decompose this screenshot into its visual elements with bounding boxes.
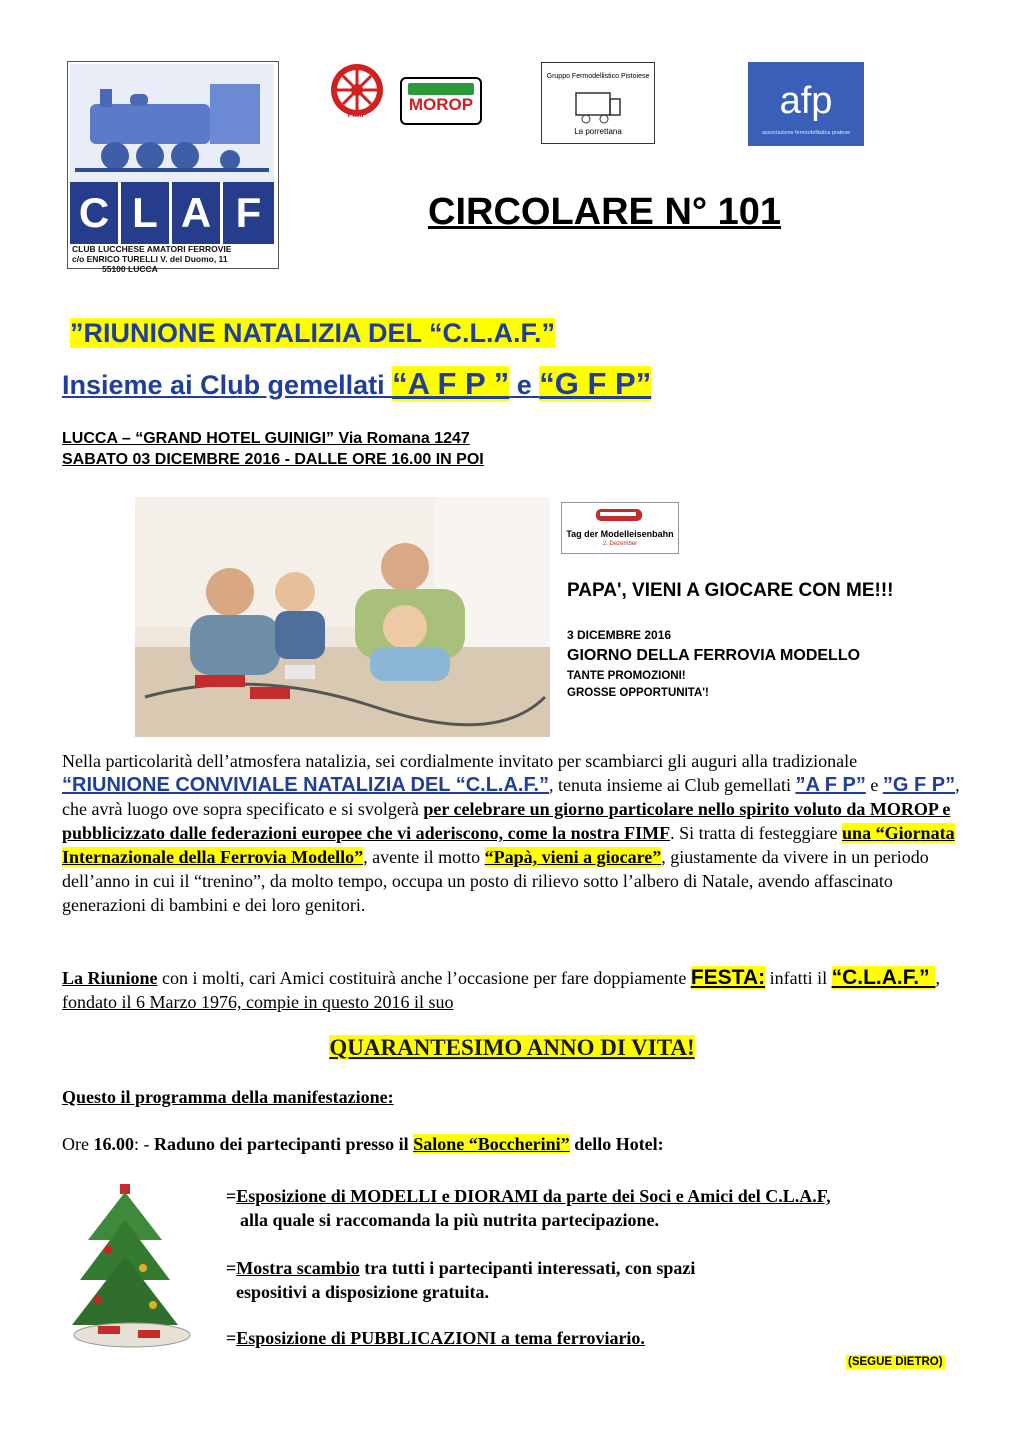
train-icon <box>594 505 646 527</box>
body-paragraph-festa: La Riunione con i molti, cari Amici costituirà anche l’occasione per fare doppiamente FESTA: infatti il “C.L.A.F.” , fondato il 6 Marzo 1976, compie in questo 2016 il suo <box>62 966 940 1012</box>
claf-letter: A <box>172 182 220 244</box>
ad-title: PAPA', VIENI A GIOCARE CON ME!!! <box>567 580 894 601</box>
claf-address: CLUB LUCCHESE AMATORI FERROVIE c/o ENRICO TURELLI V. del Duomo, 11 55100 LUCCA <box>72 244 232 274</box>
program-title: Questo il programma della manifestazione: <box>62 1087 394 1107</box>
fimf-logo: FIMF <box>318 62 396 122</box>
morop-logo: MOROP <box>400 77 482 125</box>
family-photo <box>135 497 550 737</box>
program-item-modelli: =Esposizione di MODELLI e DIORAMI da parte dei Soci e Amici del C.L.A.F, alla quale si raccomanda la più nutrita partecipazione. <box>226 1186 831 1230</box>
event-location: LUCCA – “GRAND HOTEL GUINIGI” Via Romana 1247 SABATO 03 DICEMBRE 2016 - DALLE ORE 16.00 IN POI <box>62 430 484 468</box>
claf-logo <box>67 61 279 274</box>
continue-on-back-note: (SEGUE DIETRO) <box>848 1356 943 1368</box>
program-item-pubblicazioni: =Esposizione di PUBBLICAZIONI a tema ferroviario. <box>226 1328 645 1348</box>
heading-line-1: ”RIUNIONE NATALIZIA DEL “C.L.A.F.” <box>70 318 555 348</box>
program-line-start: Ore 16.00: - Raduno dei partecipanti presso il Salone “Boccherini” dello Hotel: <box>62 1134 664 1154</box>
claf-letter: F <box>223 182 274 244</box>
anniversary-banner: QUARANTESIMO ANNO DI VITA! <box>329 1035 695 1060</box>
locomotive-icon <box>70 64 274 182</box>
gfp-logo: Gruppo Fermodellistico Pistoiese La porrettana <box>541 62 655 144</box>
christmas-tree-icon <box>68 1180 200 1352</box>
afp-logo: afp associazione fermodellistica pratese <box>748 62 864 146</box>
gfp-train-icon <box>572 85 624 125</box>
claf-letter: L <box>121 182 169 244</box>
tag-der-modelleisenbahn-logo: Tag der Modelleisenbahn 2. Dezember <box>561 502 679 554</box>
ad-details: 3 DICEMBRE 2016 GIORNO DELLA FERROVIA MODELLO TANTE PROMOZIONI! GROSSE OPPORTUNITA'! <box>567 628 861 699</box>
train-icon <box>408 83 474 95</box>
page-title: CIRCOLARE N° 101 <box>428 191 782 233</box>
body-paragraph: Nella particolarità dell’atmosfera natalizia, sei cordialmente invitato per scambiarci gli auguri alla tradizionale “RIUNIONE CONVIVIALE NATALIZIA DEL “C.L.A.F.”, tenuta insieme ai Club gemellati ”A F P” e ”G F P”, che avrà luogo ove sopra specificato e si svolgerà per celebrare un giorno particolare nello spirito voluto da MOROP e pubblicizzato dalle federazioni europee che vi aderiscono, come la nostra FIMF. Si tratta di festeggiare una “Giornata Internazionale della Ferrovia Modello”, avente il motto “Papà, vieni a giocare”, giustamente da vivere in un periodo dell’anno in cui il “trenino”, da molto tempo, occupa un posto di rilievo sotto l’albero di Natale, avendo affascinato generazioni di bambini e dei loro genitori. <box>62 751 960 915</box>
claf-letter: C <box>70 182 118 244</box>
heading-line-2: Insieme ai Club gemellati “A F P ” e “G F P” <box>62 366 652 401</box>
program-item-mostra: =Mostra scambio tra tutti i partecipanti interessati, con spazi espositivi a disposizione gratuita. <box>226 1258 696 1302</box>
